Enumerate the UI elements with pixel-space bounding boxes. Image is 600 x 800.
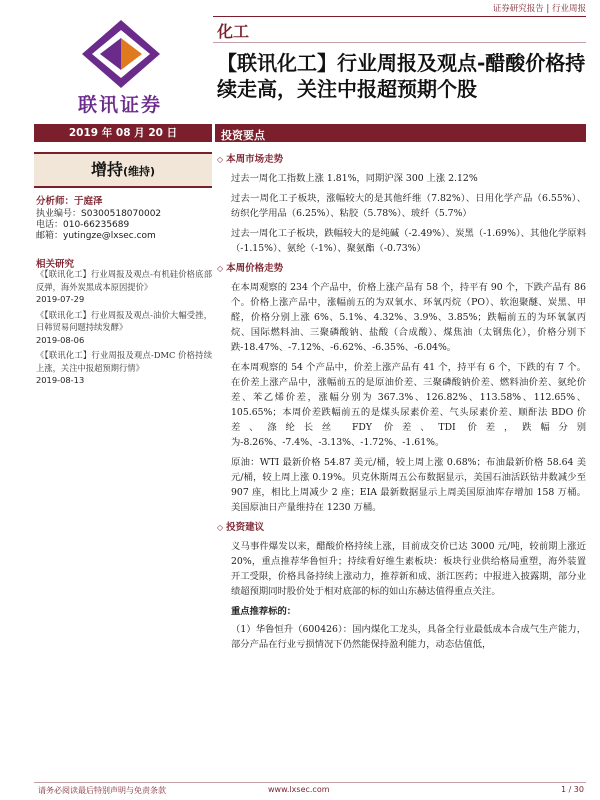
related-item[interactable]: 《【联讯化工】行业周报及观点-有机硅价格底部反弹，海外炭黑成本原因提价》 <box>36 269 212 292</box>
related-research-heading: 相关研究 <box>36 259 75 270</box>
diamond-icon: ◇ <box>217 264 224 273</box>
related-research-list <box>36 268 212 390</box>
sector-label: 化工 <box>217 22 250 41</box>
logo-mark-icon <box>80 18 162 90</box>
related-date: 2019-08-13 <box>36 375 85 385</box>
advice-para: 义马事件爆发以来，醋酸价格持续上涨，目前成交价已达 3000 元/吨，较前期上涨近 20%，重点推荐华鲁恒升；持续看好维生素板块：板块行业供给格局重塑，海外装置开工受限，价格具备持续上涨动力，推荐新和成、浙江医药；中报进入披露期，部分业绩超预期同时股价处于相对底部的标的如山东赫达值得重点关注。 <box>231 541 586 597</box>
related-date: 2019-08-06 <box>36 334 85 345</box>
market-heading: ◇ 本周市场走势 <box>217 154 284 165</box>
footer-divider <box>34 782 586 783</box>
analyst-license: 执业编号：S0300518070002 <box>36 209 162 219</box>
footer-website[interactable]: www.lxsec.com <box>268 785 330 794</box>
advice-heading: ◇ 投资建议 <box>217 522 265 533</box>
footer-disclaimer[interactable]: 请务必阅读最后特别声明与免责条款 <box>38 786 166 795</box>
market-para: 过去一周化工指数上涨 1.81%，同期沪深 300 上涨 2.12% <box>231 173 478 184</box>
report-title: 【联讯化工】行业周报及观点-醋酸价格持续走高，关注中报超预期个股 <box>217 51 586 101</box>
page-number: 1 / 30 <box>560 785 584 794</box>
advice-subheading: 重点推荐标的： <box>231 606 297 617</box>
price-para: 原油：WTI 最新价格 54.87 美元/桶，较上周上涨 0.68%；布油最新价格 58.64 美元/桶，较上周上涨 0.19%。贝克休斯周五公布数据显示，美国石油活跃钻井数减少至 907 座，相比上周减少 2 座；EIA 最新数据显示上周美国原油库存增加 158 万桶。美国原油日产量维持在 1230 万桶。 <box>231 457 586 513</box>
logo-text: 联讯证券 <box>77 94 162 116</box>
analyst-phone: 电话：010-66235689 <box>36 220 130 230</box>
market-para: 过去一周化工子板块，涨幅较大的是其他纤维（7.82%）、日用化学产品（6.55%）、纺织化学用品（6.25%）、粘胶（5.78%）、玻纤（5.7%） <box>231 193 586 219</box>
rating-box <box>34 152 212 188</box>
report-date: 2019 年 08 月 20 日 <box>34 124 212 142</box>
related-item[interactable]: 《【联讯化工】行业周报及观点-DMC 价格持续上涨，关注中报超预期行情》 <box>36 350 212 373</box>
market-para: 过去一周化工子板块，跌幅较大的是纯碱（-2.49%）、炭黑（-1.69%）、其他化学原料（-1.15%）、氨纶（-1%）、聚氨酯（-0.73%） <box>231 228 586 254</box>
top-divider <box>213 16 586 17</box>
analyst-block <box>36 196 212 242</box>
section-bar <box>215 124 586 142</box>
advice-item: （1）华鲁恒升（600426）：国内煤化工龙头，具备全行业最低成本合成气生产能力，部分产品在行业亏损情况下仍然能保持盈利能力，动态估值低， <box>231 624 586 650</box>
section-title: 投资要点 <box>221 129 265 142</box>
rating-sub: (维持) <box>122 165 156 178</box>
price-para: 在本周观察的 54 个产品中，价差上涨产品有 41 个，持平有 6 个，下跌的有 7 个。在价差上涨产品中，涨幅前五的是原油价差、三聚磷酸钠价差、燃料油价差、氨纶价差、苯乙烯价差，涨幅分别为 367.3%、126.82%、113.58%、112.65%、105.65%；本周价差跌幅前五的是煤头尿素价差、气头尿素价差、顺酐法 BDO 价差、涤纶长丝 FDY 价差、TDI 价差，跌幅分别为-8.26%、-7.4%、-3.13%、-1.72%、-1.61%。 <box>231 362 586 448</box>
rating-main: 增持 <box>90 160 123 179</box>
main-content <box>217 152 586 657</box>
analyst-email[interactable]: 邮箱：yutingze@lxsec.com <box>36 231 156 241</box>
report-type-label: 证券研究报告 | 行业周报 <box>492 4 586 14</box>
price-heading: ◇ 本周价格走势 <box>217 263 284 274</box>
price-para: 在本周观察的 234 个产品中，价格上涨产品有 58 个，持平有 90 个，下跌产品有 86 个。价格上涨产品中，涨幅前五的为双氧水、环氧丙烷（PO）、软泡聚醚、炭黑、甲醛，价格分别上涨 6%、5.1%、4.32%、3.9%、3.85%；跌幅前五的为环氧氯丙烷、国际燃料油、三聚磷酸钠、盐酸（合成酸）、煤焦油（太钢焦化），价格分别下跌-18.47%、-7.12%、-6.62%、-6.35%、-6.04%。 <box>231 282 586 353</box>
related-date: 2019-07-29 <box>36 294 85 304</box>
sector-divider <box>213 42 586 43</box>
analyst-name: 分析师：于庭泽 <box>36 196 103 207</box>
diamond-icon: ◇ <box>217 155 224 164</box>
diamond-icon: ◇ <box>217 523 224 532</box>
related-item[interactable]: 《【联讯化工】行业周报及观点-油价大幅受挫，日韩贸易问题持续发酵》 <box>36 309 212 332</box>
